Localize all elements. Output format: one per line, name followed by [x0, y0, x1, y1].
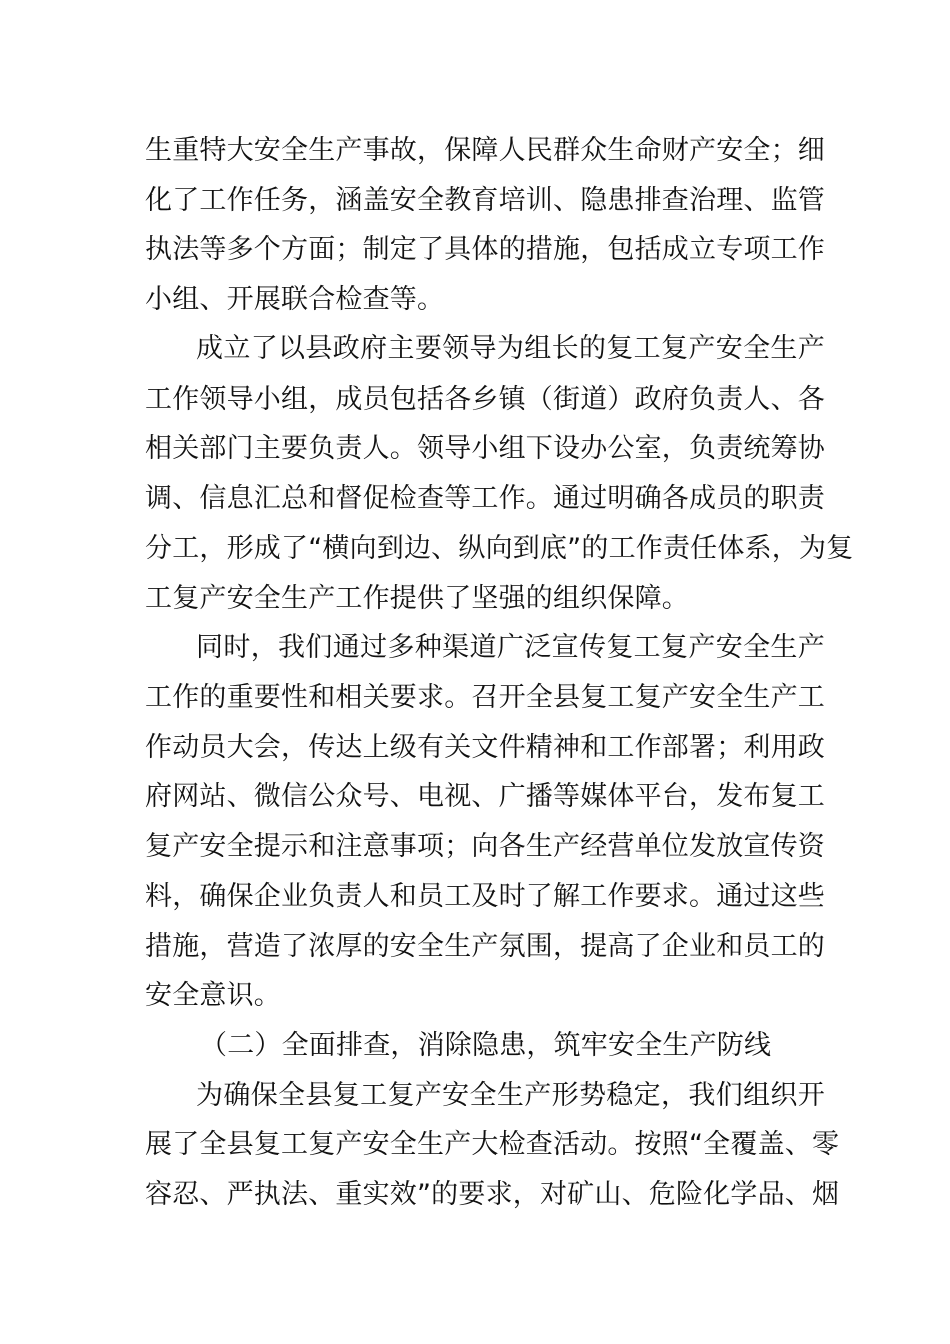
text-line: 相关部门主要负责人。领导小组下设办公室，负责统筹协: [145, 433, 825, 464]
text-line: 工作领导小组，成员包括各乡镇（街道）政府负责人、各: [145, 384, 825, 415]
text-line: 生重特大安全生产事故，保障人民群众生命财产安全；细: [145, 135, 825, 166]
text-line: 执法等多个方面；制定了具体的措施，包括成立专项工作: [145, 234, 825, 265]
paragraph-first-line: 同时，我们通过多种渠道广泛宣传复工复产安全生产: [196, 632, 825, 663]
text-line: 安全意识。: [145, 980, 281, 1011]
text-line: 小组、开展联合检查等。: [145, 284, 445, 315]
text-line: 复产安全提示和注意事项；向各生产经营单位发放宣传资: [145, 831, 825, 862]
text-line: 化了工作任务，涵盖安全教育培训、隐患排查治理、监管: [145, 185, 825, 216]
text-line: 分工，形成了“横向到边、纵向到底”的工作责任体系，为复: [145, 533, 854, 564]
text-line: 调、信息汇总和督促检查等工作。通过明确各成员的职责: [145, 483, 825, 514]
paragraph-first-line: 为确保全县复工复产安全生产形势稳定，我们组织开: [196, 1080, 825, 1111]
text-line: 府网站、微信公众号、电视、广播等媒体平台，发布复工: [145, 781, 825, 812]
text-line: 工作的重要性和相关要求。召开全县复工复产安全生产工: [145, 682, 825, 713]
text-line: 展了全县复工复产安全生产大检查活动。按照“全覆盖、零: [145, 1129, 840, 1160]
section-heading: （二）全面排查，消除隐患，筑牢安全生产防线: [200, 1030, 772, 1061]
paragraph-first-line: 成立了以县政府主要领导为组长的复工复产安全生产: [196, 333, 825, 364]
text-line: 容忍、严执法、重实效”的要求，对矿山、危险化学品、烟: [145, 1179, 840, 1210]
text-line: 措施，营造了浓厚的安全生产氛围，提高了企业和员工的: [145, 931, 825, 962]
text-line: 作动员大会，传达上级有关文件精神和工作部署；利用政: [145, 732, 825, 763]
text-line: 工复产安全生产工作提供了坚强的组织保障。: [145, 583, 689, 614]
text-line: 料，确保企业负责人和员工及时了解工作要求。通过这些: [145, 881, 825, 912]
